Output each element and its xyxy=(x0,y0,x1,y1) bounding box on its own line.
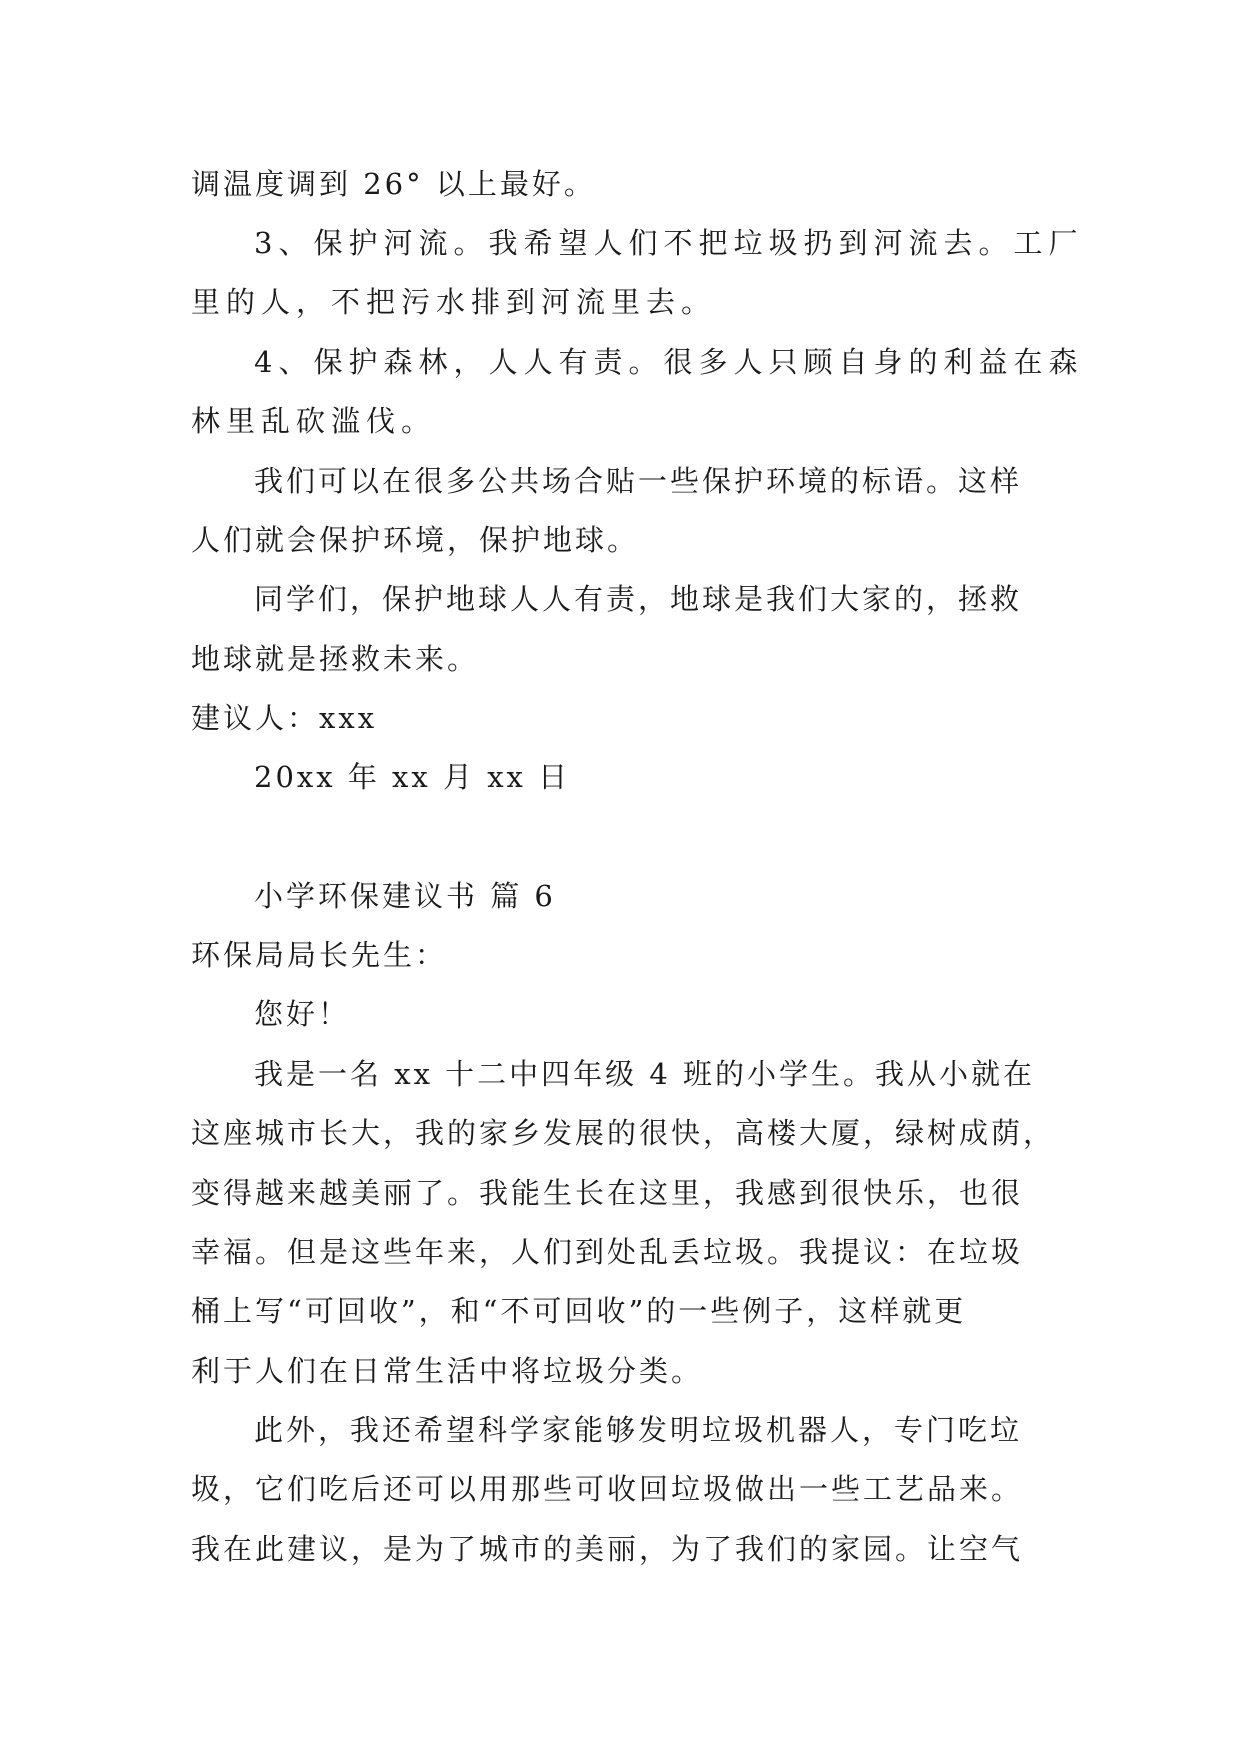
salutation: 环保局局长先生： xyxy=(191,938,448,972)
text-line: 圾，它们吃后还可以用那些可收回垃圾做出一些工艺品来。 xyxy=(191,1472,1024,1506)
text-line: 人们就会保护环境，保护地球。 xyxy=(191,523,640,557)
text-line: 林里乱砍滥伐。 xyxy=(191,404,437,438)
section-title: 小学环保建议书 篇 6 xyxy=(254,879,556,913)
text-line: 利于人们在日常生活中将垃圾分类。 xyxy=(191,1354,704,1388)
text-line: 调温度调到 26° 以上最好。 xyxy=(191,167,596,201)
text-line: 桶上写“可回收”，和“不可回收”的一些例子，这样就更 xyxy=(191,1294,967,1328)
date-line: 20xx 年 xx 月 xx 日 xyxy=(254,760,571,794)
paragraph-first-line: 我是一名 xx 十二中四年级 4 班的小学生。我从小就在 xyxy=(254,1057,1036,1091)
proposer-line: 建议人：xxx xyxy=(191,701,378,735)
paragraph-first-line: 同学们，保护地球人人有责，地球是我们大家的，拯救 xyxy=(254,582,1023,616)
text-line: 变得越来越美丽了。我能生长在这里，我感到很快乐，也很 xyxy=(191,1176,1024,1210)
paragraph-first-line: 3、保护河流。我希望人们不把垃圾扔到河流去。工厂 xyxy=(254,226,1084,260)
text-line: 我在此建议，是为了城市的美丽，为了我们的家园。让空气 xyxy=(191,1532,1024,1566)
text-line: 幸福。但是这些年来，人们到处乱丢垃圾。我提议：在垃圾 xyxy=(191,1235,1024,1269)
greeting: 您好！ xyxy=(254,997,351,1031)
text-line: 里的人，不把污水排到河流里去。 xyxy=(191,285,717,319)
paragraph-first-line: 此外，我还希望科学家能够发明垃圾机器人，专门吃垃 xyxy=(254,1413,1023,1447)
text-line: 地球就是拯救未来。 xyxy=(191,642,480,676)
paragraph-first-line: 4、保护森林，人人有责。很多人只顾自身的利益在森 xyxy=(254,345,1084,379)
paragraph-first-line: 我们可以在很多公共场合贴一些保护环境的标语。这样 xyxy=(254,464,1023,498)
text-line: 这座城市长大，我的家乡发展的很快，高楼大厦，绿树成荫， xyxy=(191,1116,1056,1150)
